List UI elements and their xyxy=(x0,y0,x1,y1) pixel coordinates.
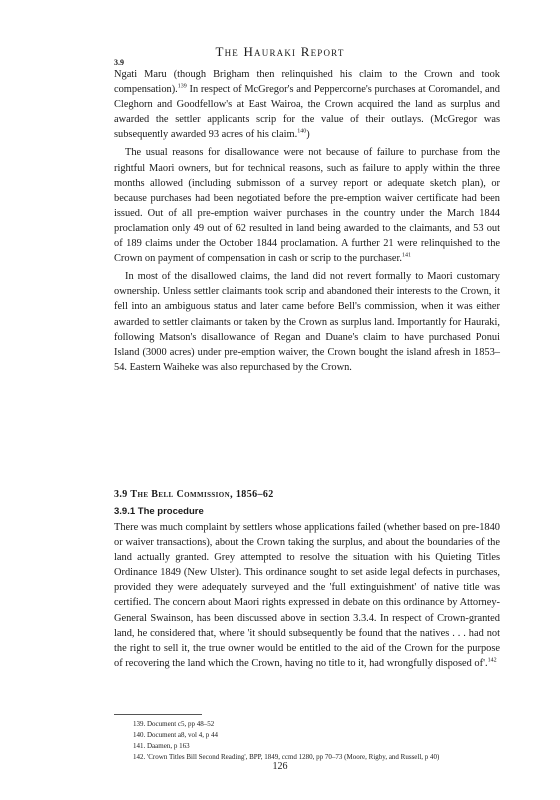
footnote-item: 142. 'Crown Titles Bill Second Reading', BPP, 1849, ccmd 1280, pp 70–73 (Moore, Rigby, and Russell, p 40) xyxy=(133,753,440,761)
paragraph-3: In most of the disallowed claims, the land did not revert formally to Maori customary ownership. Unless settler claimants took scrip and abandoned their interests to the Crown, it fell into an ambiguous status and later came before Bell's commission, when it was either awarded to settler claimants or taken by the Crown as surplus land. Importantly for Hauraki, following Matson's disallowance of Regan and Duane's claim to have purchased Ponui Island (3000 acres) under pre-emption waiver, the Crown bought the island afresh in 1853–54. Eastern Waiheke was also repurchased by the Crown. xyxy=(114,271,500,373)
section-heading: 3.9 The Bell Commission, 1856–62 xyxy=(114,489,274,500)
footnote-ref: 140 xyxy=(297,128,307,135)
footnote-item: 140. Document a8, vol 4, p 44 xyxy=(133,731,218,739)
body-text-top xyxy=(114,67,500,375)
footnote-ref: 142 xyxy=(487,657,497,664)
paragraph-4: There was much complaint by settlers whose applications failed (whether based on pre-1840 or waiver transactions), about the Crown taking the surplus, and about the boundaries of the land actually granted. Grey attempted to resolve the situation with his Quieting Titles Ordinance 1849 (New Ulster). This ordinance sought to set aside legal defects in purchases, provided they were adequately surveyed and the 'full extinguishment' of native title was certified. The concern about Maori rights expressed in debate on this ordinance by Attorney-General Swainson, has been discussed above in section 3.3.4. In respect of Crown-granted land, he considered that, where 'it should subsequently be found that the natives . . . had not the right to sell it, the true owner would be entitled to the aid of the Crown for the purpose of recovering the land which the Crown, having no title to it, had wrongfully disposed of'.$^{142}$ xyxy=(114,522,500,669)
footnote-item: 141. Daamen, p 163 xyxy=(133,742,190,750)
section-marker: 3.9 xyxy=(114,58,124,67)
paragraph-2: The usual reasons for disallowance were not because of failure to purchase from the rightful Maori owners, but for technical reasons, such as failure to apply within the three months allowed (including submisson of a survey report or adequate sketch plan), or because purchases had been negotiated before the pre-emption waiver certificate had been issued. Out of all pre-emption waiver purchases in the country under the March 1844 proclamation only 49 out of 62 resulted in land being awarded to the claimants, and 53 out of 189 claims under the October 1844 proclamation. A further 21 were relinquished to the Crown on payment of compensation in cash or scrip to the purchaser.$^{141}$ xyxy=(114,147,500,265)
footnote-divider xyxy=(114,714,202,715)
footnote-item: 139. Document c5, pp 48–52 xyxy=(133,720,215,728)
page-number: 126 xyxy=(272,761,288,772)
footnote-ref: 139 xyxy=(177,83,187,90)
body-text-bottom xyxy=(114,520,500,671)
subsection-heading: 3.9.1 The procedure xyxy=(114,506,204,517)
running-head: The Hauraki Report xyxy=(215,44,345,59)
paragraph-1: Ngati Maru (though Brigham then relinquished his claim to the Crown and took compensation).$^{139}$ In respect of McGregor's and Peppercorne's purchases at Coromandel, and Cleghorn and Goodfellow's at East Wairoa, the Crown acquired the land as surplus and awarded the settler applicants scrip for the value of their outlays. (McGregor was subsequently awarded 93 acres of his claim.$^{140}$) xyxy=(114,69,500,141)
footnote-ref: 141 xyxy=(401,252,411,259)
footnotes xyxy=(133,719,513,763)
